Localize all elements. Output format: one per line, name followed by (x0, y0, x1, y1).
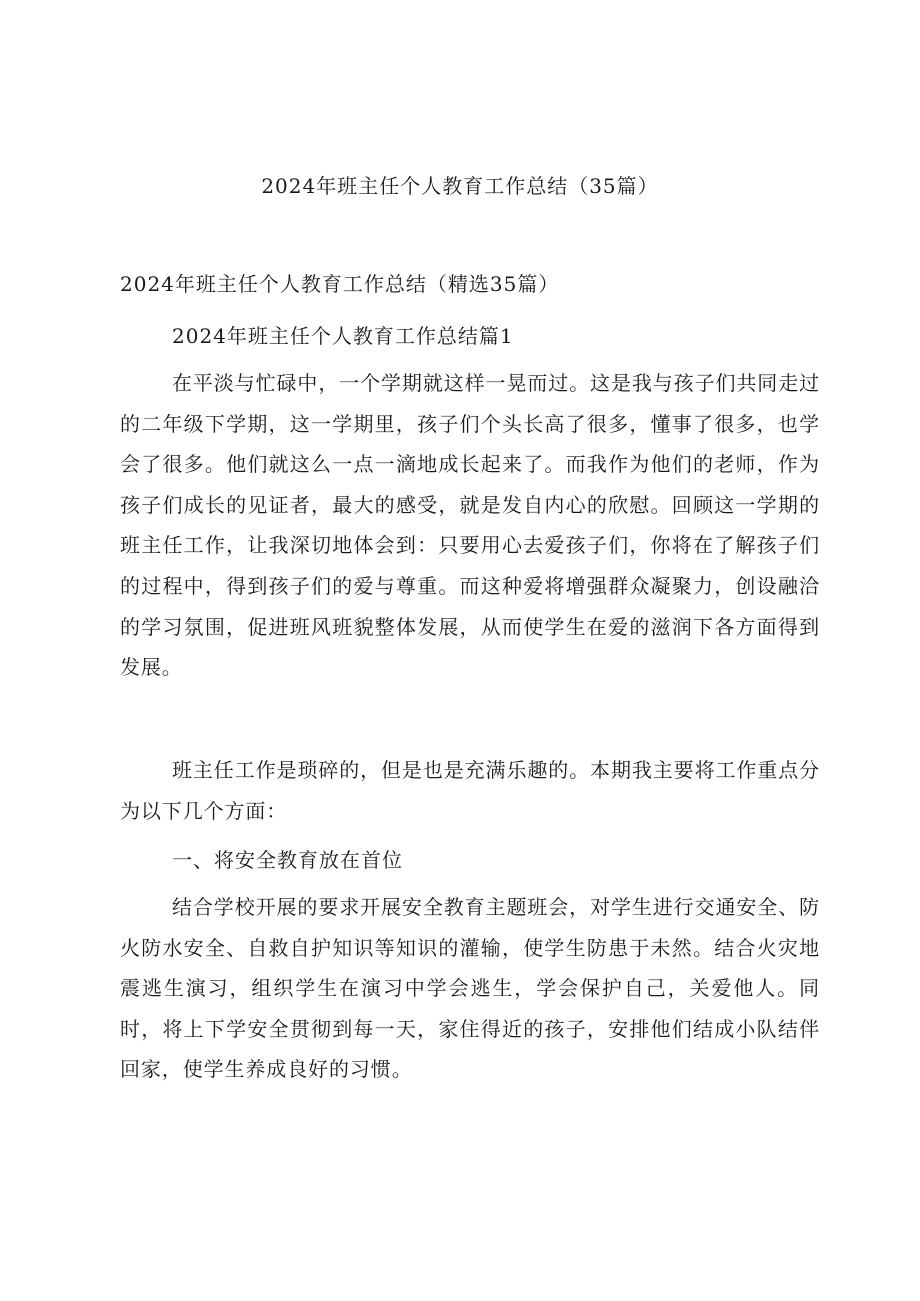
body-paragraph: 班主任工作是琐碎的，但是也是充满乐趣的。本期我主要将工作重点分为以下几个方面： (120, 758, 820, 823)
body-paragraph: 结合学校开展的要求开展安全教育主题班会，对学生进行交通安全、防火防水安全、自救自护知识等知识的灌输，使学生防患于未然。结合火灾地震逃生演习，组织学生在演习中学会逃生，学会保护自己，关爱他人。同时，将上下学安全贯彻到每一天，家住得近的孩子，安排他们结成小队结伴回家，使学生养成良好的习惯。 (120, 895, 820, 1082)
body-paragraph: 在平淡与忙碌中，一个学期就这样一晃而过。这是我与孩子们共同走过的二年级下学期，这一学期里，孩子们个头长高了很多，懂事了很多，也学会了很多。他们就这么一点一滴地成长起来了。而我作为他们的老师，作为孩子们成长的见证者，最大的感受，就是发自内心的欣慰。回顾这一学期的班主任工作，让我深切地体会到：只要用心去爱孩子们，你将在了解孩子们的过程中，得到孩子们的爱与尊重。而这种爱将增强群众凝聚力，创设融洽的学习氛围，促进班风班貌整体发展，从而使学生在爱的滋润下各方面得到发展。 (120, 371, 820, 680)
document-subtitle: 2024年班主任个人教育工作总结（精选35篇） (120, 272, 560, 296)
subsection-heading: 一、将安全教育放在首位 (172, 848, 403, 872)
section-heading: 2024年班主任个人教育工作总结篇1 (172, 324, 514, 348)
document-title: 2024年班主任个人教育工作总结（35篇） (261, 174, 659, 198)
